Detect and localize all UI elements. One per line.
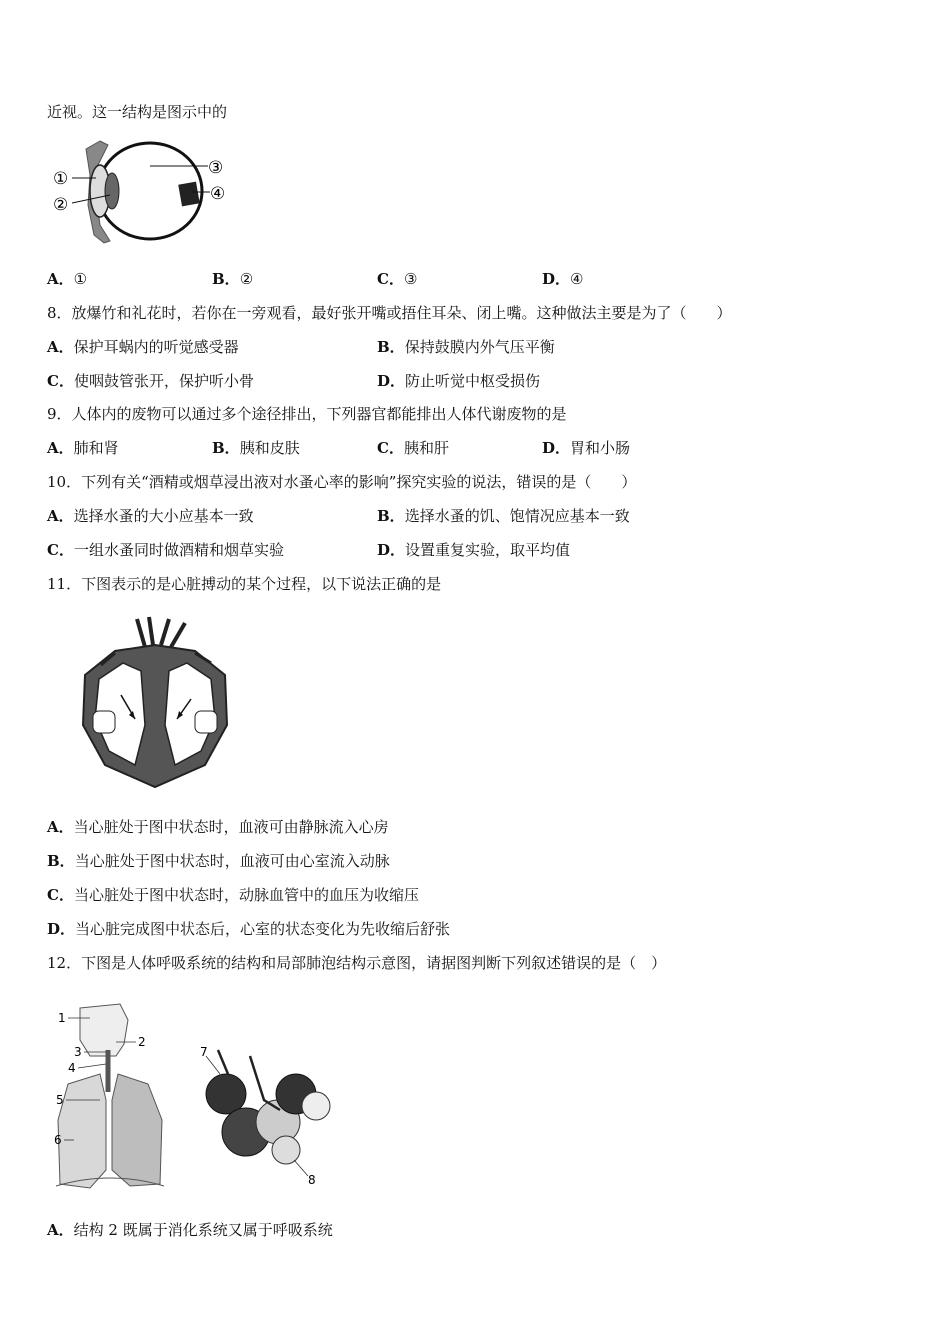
- intro-line: 近视。这一结构是图示中的: [47, 103, 228, 121]
- q12-option-a[interactable]: A．结构 2 既属于消化系统又属于呼吸系统: [47, 1221, 333, 1239]
- q11-option-d[interactable]: D．当心脏完成图中状态后，心室的状态变化为先收缩后舒张: [47, 920, 451, 938]
- eye-label-2: ②: [53, 195, 69, 215]
- q10-option-a[interactable]: A．选择水蚤的大小应基本一致: [47, 507, 254, 525]
- q8-option-b[interactable]: B．保持鼓膜内外气压平衡: [377, 338, 555, 356]
- q8-option-c[interactable]: C．使咽鼓管张开，保护听小骨: [47, 372, 254, 390]
- eye-diagram: [50, 135, 235, 247]
- q7-option-d[interactable]: D．④: [542, 270, 584, 288]
- lens: [105, 173, 119, 209]
- fig12-leader-8: [294, 1160, 308, 1176]
- q9-option-c[interactable]: C．胰和肝: [377, 439, 449, 457]
- q9-option-b[interactable]: B．胰和皮肤: [212, 439, 300, 457]
- fig12-label-4: 4: [68, 1061, 76, 1075]
- vessel-4: [171, 623, 185, 647]
- fig12-label-6: 6: [54, 1133, 62, 1147]
- vessel-2: [149, 617, 153, 645]
- optic-nerve: [178, 182, 200, 207]
- respiratory-diagram: [50, 1000, 340, 1196]
- q10-option-d[interactable]: D．设置重复实验，取平均值: [377, 541, 571, 559]
- q8-option-a[interactable]: A．保护耳蜗内的听觉感受器: [47, 338, 239, 356]
- left-lung: [58, 1074, 106, 1188]
- q12-stem: 12．下图是人体呼吸系统的结构和局部肺泡结构示意图，请据图判断下列叙述错误的是（ ）: [47, 954, 667, 972]
- q11-option-c[interactable]: C．当心脏处于图中状态时，动脉血管中的血压为收缩压: [47, 886, 419, 904]
- fig12-leader-4: [78, 1064, 106, 1068]
- fig12-label-2: 2: [138, 1035, 146, 1049]
- fig12-label-7: 7: [200, 1045, 208, 1059]
- eye-label-1: ①: [53, 169, 69, 189]
- fig12-label-8: 8: [308, 1173, 316, 1187]
- fig12-label-5: 5: [56, 1093, 64, 1107]
- q9-stem: 9．人体内的废物可以通过多个途径排出，下列器官都能排出人体代谢废物的是: [47, 405, 567, 423]
- fig12-label-3: 3: [74, 1045, 82, 1059]
- fig12-leader-7: [206, 1056, 220, 1074]
- q7-option-c[interactable]: C．③: [377, 270, 418, 288]
- eye-label-4: ④: [210, 184, 226, 204]
- q10-option-c[interactable]: C．一组水蚤同时做酒精和烟草实验: [47, 541, 284, 559]
- fig12-label-1: 1: [58, 1011, 66, 1025]
- q11-stem: 11．下图表示的是心脏搏动的某个过程，以下说法正确的是: [47, 575, 442, 593]
- vessel-3: [161, 619, 169, 645]
- alveoli-cluster: [206, 1050, 330, 1164]
- q7-option-b[interactable]: B．②: [212, 270, 254, 288]
- q10-stem: 10．下列有关“酒精或烟草浸出液对水蚤心率的影响”探究实验的说法，错误的是（ ）: [47, 473, 637, 491]
- q9-option-a[interactable]: A．肺和肾: [47, 439, 119, 457]
- head-outline: [80, 1004, 128, 1056]
- q7-option-a[interactable]: A．①: [47, 270, 88, 288]
- right-lung: [112, 1074, 162, 1186]
- vessel-1: [137, 619, 145, 647]
- q11-option-b[interactable]: B．当心脏处于图中状态时，血液可由心室流入动脉: [47, 852, 390, 870]
- q9-option-d[interactable]: D．胃和小肠: [542, 439, 631, 457]
- q8-stem: 8．放爆竹和礼花时，若你在一旁观看，最好张开嘴或捂住耳朵、闭上嘴。这种做法主要是为了（ ）: [47, 304, 732, 322]
- q8-option-d[interactable]: D．防止听觉中枢受损伤: [377, 372, 541, 390]
- q11-option-a[interactable]: A．当心脏处于图中状态时，血液可由静脉流入心房: [47, 818, 389, 836]
- right-atrium-pocket: [195, 711, 217, 733]
- heart-diagram: [75, 615, 235, 790]
- left-atrium-pocket: [93, 711, 115, 733]
- eye-label-3: ③: [208, 158, 224, 178]
- q10-option-b[interactable]: B．选择水蚤的饥、饱情况应基本一致: [377, 507, 630, 525]
